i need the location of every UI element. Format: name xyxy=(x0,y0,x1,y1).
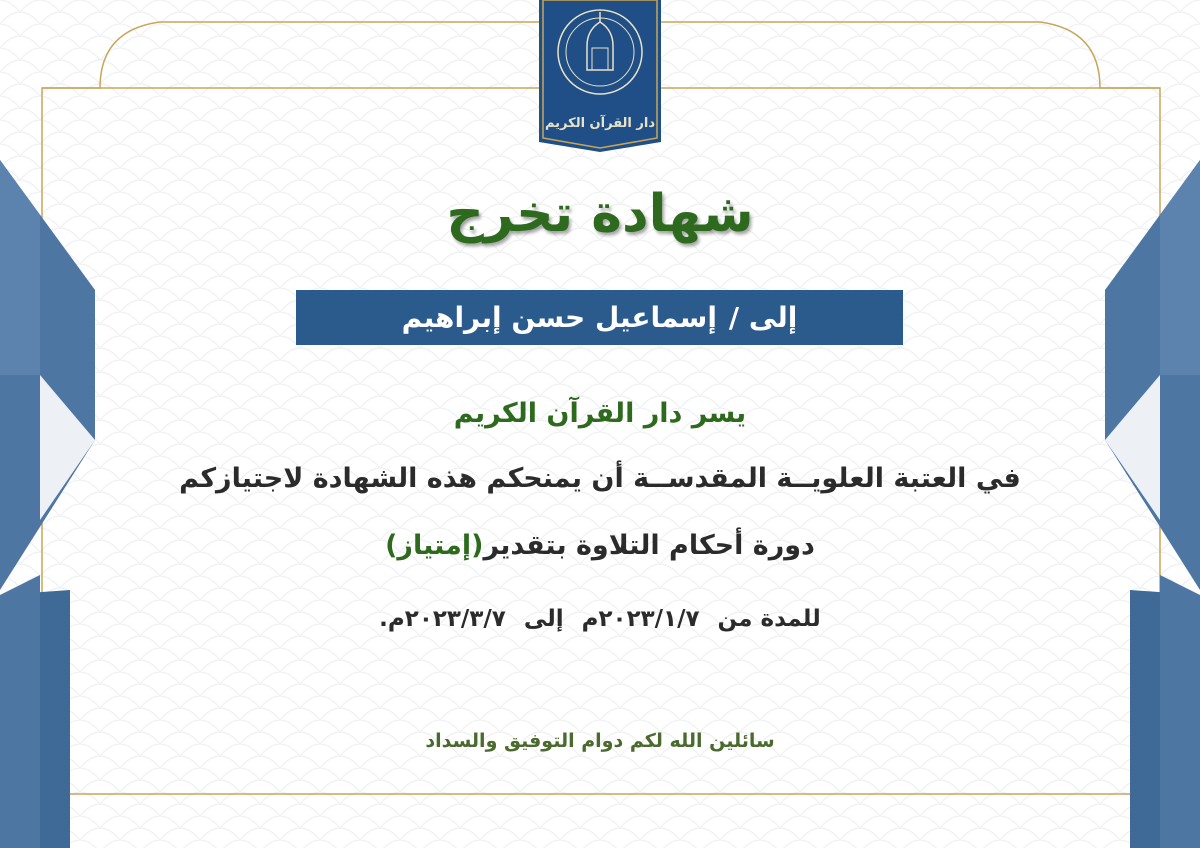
recipient-name: إسماعيل حسن إبراهيم xyxy=(401,301,717,334)
body-line-issuer: يسر دار القرآن الكريم xyxy=(453,398,747,429)
body-line-period xyxy=(0,606,1200,632)
period-label: للمدة من xyxy=(717,606,821,632)
grade-text: (إمتياز) xyxy=(385,530,484,561)
body-line-grant: في العتبة العلويــة المقدســة أن يمنحكم هذه الشهادة لاجتيازكم xyxy=(179,463,1021,494)
period-to-label: إلى xyxy=(523,606,564,632)
closing-wishes: سائلين الله لكم دوام التوفيق والسداد xyxy=(425,730,775,752)
body-line-course xyxy=(0,530,1200,561)
recipient-bar xyxy=(296,290,903,345)
recipient-prefix: إلى / xyxy=(728,301,798,334)
institution-emblem xyxy=(539,0,661,152)
period-to: ٢٠٢٣/٣/٧م. xyxy=(379,606,506,632)
certificate-title: شهادة تخرج xyxy=(446,184,754,244)
course-text: دورة أحكام التلاوة بتقدير xyxy=(483,530,815,561)
emblem-caption: دار القرآن الكريم xyxy=(544,116,656,131)
period-from: ٢٠٢٣/١/٧م xyxy=(581,606,700,632)
